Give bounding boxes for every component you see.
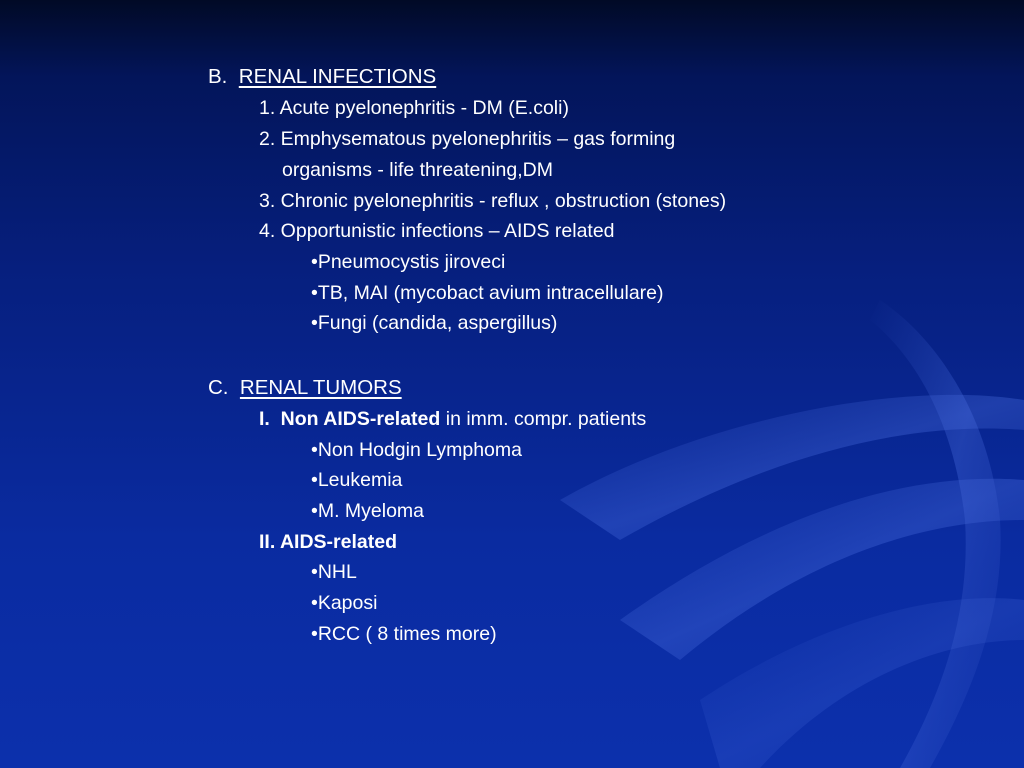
- tumor-bullet: •Kaposi: [311, 592, 378, 614]
- tumor-group-1-label: I. Non AIDS-related: [259, 408, 441, 430]
- infection-item-continuation: organisms - life threatening,DM: [282, 159, 553, 181]
- infection-item: 2. Emphysematous pyelonephritis – gas forming: [259, 128, 676, 150]
- tumor-bullet: •RCC ( 8 times more): [311, 623, 497, 645]
- tumor-group-2-label: II. AIDS-related: [259, 531, 397, 553]
- infection-bullet: •Fungi (candida, aspergillus): [311, 312, 558, 334]
- section-b-heading: [208, 61, 436, 92]
- infection-item: 4. Opportunistic infections – AIDS related: [259, 220, 615, 242]
- tumor-bullet: •M. Myeloma: [311, 500, 425, 522]
- section-c-letter: C.: [208, 376, 229, 399]
- infection-item: 3. Chronic pyelonephritis - reflux , obstruction (stones): [259, 190, 727, 212]
- tumor-group-1-suffix: in imm. compr. patients: [440, 408, 647, 430]
- tumor-bullet: •NHL: [311, 561, 357, 583]
- infection-item: 1. Acute pyelonephritis - DM (E.coli): [259, 97, 569, 119]
- section-c-heading: [208, 372, 402, 403]
- tumor-bullet: •Leukemia: [311, 469, 403, 491]
- tumor-group-1-heading: [259, 404, 646, 435]
- infection-bullet: •Pneumocystis jiroveci: [311, 251, 506, 273]
- tumor-bullet: •Non Hodgin Lymphoma: [311, 439, 522, 461]
- section-b-title: RENAL INFECTIONS: [238, 65, 437, 88]
- section-b-letter: B.: [208, 65, 228, 88]
- infection-bullet: •TB, MAI (mycobact avium intracellulare): [311, 282, 664, 304]
- section-c-title: RENAL TUMORS: [239, 376, 402, 399]
